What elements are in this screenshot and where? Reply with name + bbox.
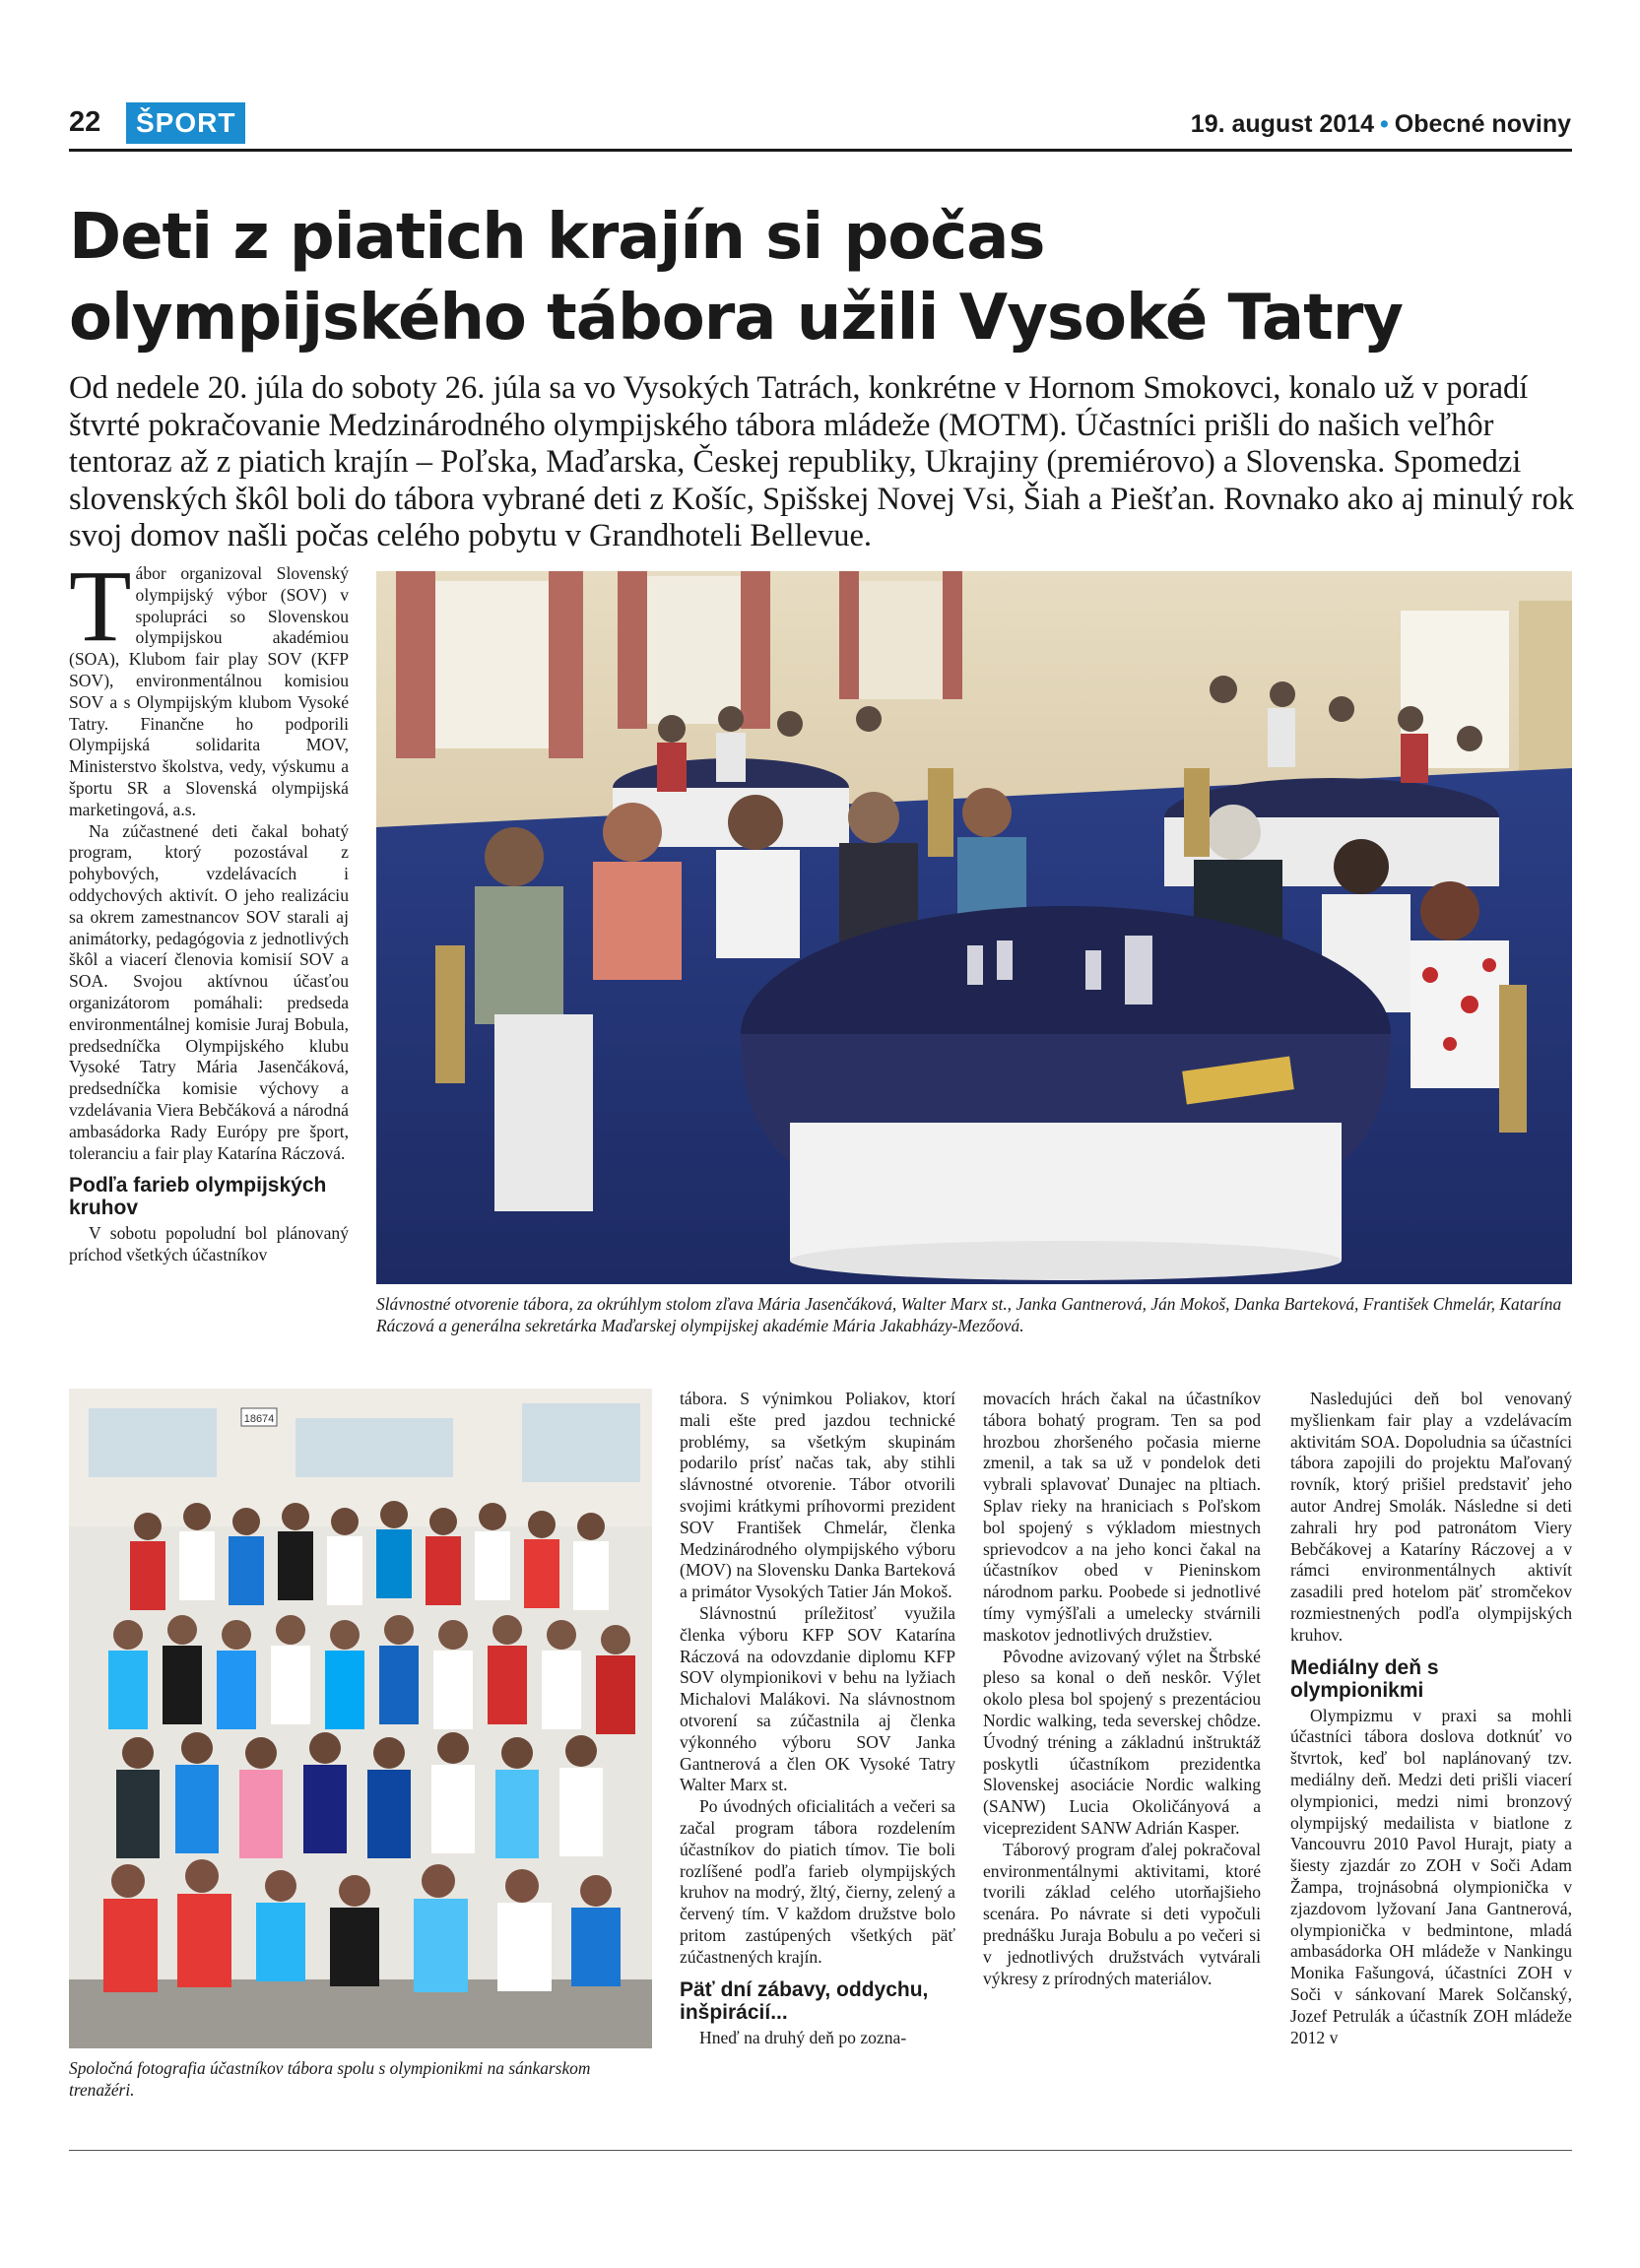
issue-date: 19. august 2014 xyxy=(1190,110,1375,138)
photo-group-image xyxy=(69,1389,652,2048)
col2-paragraph-4: Hneď na druhý deň po zozna- xyxy=(699,2027,907,2047)
photo-opening-ceremony-caption: Slávnostné otvorenie tábora, za okrúhlym stolom zľava Mária Jasenčáková, Walter Marx st., Janka Gantnerová, Ján Mokoš, Danka Barteková, František Chmelár, Katarína Ráczová a generálna sekretárka Maďarskej olympijskej akadémie Mária Jakabházy-Mezőová. xyxy=(376,1294,1562,1335)
col1-subhead: Podľa farieb olympijských kruhov xyxy=(69,1174,327,1220)
issue-info xyxy=(1191,110,1571,139)
col4-paragraph-1: Nasledujúci deň bol venovaný myšlienkam fair play a vzdelávacím aktivitám SOA. Dopoludnia sa účastníci tábora zapojili do projektu Maľovaný rovník, ktorý prišiel predstaviť jeho autor Andrej Smolák. Následne si deti zahrali hry pod patronátom Viery Bebčákovej a Kataríny Ráczovej a v rámci environmentálnych aktivít zasadili pred hotelom päť stromčekov rozmiestnených podľa olympijských kruhov. xyxy=(1290,1389,1572,1645)
col2-subhead: Päť dní zábavy, oddychu, inšpirácií... xyxy=(680,1977,929,2024)
column-4 xyxy=(1290,1389,1572,2048)
col2-paragraph-3: Po úvodných oficialitách a večeri sa začal program tábora rozdelením účastníkov do piatich tímov. Tie boli rozlíšené podľa farieb olympijských kruhov na modrý, žltý, čierny, zelený a červený tím. V každom družstve bolo pritom zastúpených všetkých päť zúčastnených krajín. xyxy=(680,1796,955,1967)
footer-rule xyxy=(69,2150,1572,2151)
article-headline xyxy=(69,197,1586,358)
column-2 xyxy=(680,1389,955,2048)
column-1 xyxy=(69,550,349,1266)
separator-dot: • xyxy=(1380,110,1389,138)
col2-paragraph-1: tábora. S výnimkou Poliakov, ktorí mali ešte pred jazdou technické problémy, sa všetkým skupinám podarilo prísť načas tak, aby stihli slávnostné otvorenie. Tábor otvorili svojimi krátkymi príhovormi prezident SOV František Chmelár, členka Medzinárodného olympijského výboru (MOV) na Slovensku Danka Barteková a primátor Vysokých Tatier Ján Mokoš. xyxy=(680,1389,955,1602)
photo-group-caption: Spoločná fotografia účastníkov tábora spolu s olympionikmi na sánkarskom trenažéri. xyxy=(69,2058,591,2100)
col3-paragraph-3: Táborový program ďalej pokračoval environmentálnymi aktivitami, ktoré tvorili základ celého utorňajšieho scenára. Po návrate si deti vypočuli prednášku Juraja Bobulu a po večeri si v jednotlivých družstvách vytvárali výkresy z prírodných materiálov. xyxy=(983,1839,1261,1988)
photo-group xyxy=(69,1389,652,2048)
col1-paragraph-2: Na zúčastnené deti čakal bohatý program, ktorý pozostával z pohybových, vzdelávacích i oddychových aktivít. O jeho realizáciu sa okrem zamestnancov SOV starali aj animátorky, pedagógovia z jednotlivých škôl a viacerí členovia komisií SOV a SOA. Svojou aktívnou účasťou organizátorom pomáhali: predseda environmentálnej komisie Juraj Bobula, predsedníčka Olympijského klubu Vysoké Tatry Mária Jasenčáková, predsedníčka komisie výchovy a vzdelávania Viera Bebčáková a národná ambasádorka Rady Európy pre šport, toleranciu a fair play Katarína Ráczová. xyxy=(69,820,349,1163)
col4-paragraph-2: Olympizmu v praxi sa mohli účastníci tábora doslova dotknúť vo štvrtok, keď bol naplánovaný tzv. mediálny deň. Medzi deti prišli viacerí olympionici, medzi nimi bronzový olympijský medailista v biatlone z Vancouvru 2010 Pavol Hurajt, piaty a šiesty zjazdár zo ZOH v Soči Adam Žampa, trojnásobná olympionička v zjazdovom lyžovaní Jana Gantnerová, olympionička v bedmintone, mladá ambasádorka OH mládeže v Nankingu Monika Fašungová, účastníci ZOH v Soči v sánkovaní Marek Solčanský, Jozef Petrulák a účastník ZOH mládeže 2012 v xyxy=(1290,1705,1572,2047)
page-number: 22 xyxy=(69,106,101,138)
col3-paragraph-2: Pôvodne avizovaný výlet na Štrbské pleso sa konal o deň neskôr. Výlet okolo plesa bol spojený s prezentáciou Nordic walking, teda severskej chôdze. Úvodný tréning a základnú inštruktáž poskytli účastníkom prezidentka Slovenskej asociácie Nordic walking (SANW) Lucia Okoličányová a viceprezident SANW Adrián Kasper. xyxy=(983,1646,1261,1838)
headline-line-2: olympijského tábora užili Vysoké Tatry xyxy=(69,282,1403,355)
col3-paragraph-1: movacích hrách čakal na účastníkov tábora bohatý program. Ten sa pod hrozbou zhoršeného počasia mierne zmenil, a tak sa už v pondelok deti vybrali splavovať Dunajec na pltiach. Splav rieky na hraniciach s Poľskom bol spojený s výkladom miestnych sprievodcov a na jeho konci čakal na účastníkov obed v Pieninskom národnom parku. Poobede si jednotlivé tímy vymýšľali a umelecky stvárnili maskotov jednotlivých družstiev. xyxy=(983,1389,1261,1645)
col4-subhead: Mediálny deň s olympionikmi xyxy=(1290,1655,1439,1702)
col1-paragraph-3: V sobotu popoludní bol plánovaný príchod všetkých účastníkov xyxy=(69,1223,349,1265)
photo-opening-ceremony xyxy=(376,571,1572,1284)
col2-paragraph-2: Slávnostnú príležitosť využila členka výboru KFP SOV Katarína Ráczová na odovzdanie diplomu KFP SOV olympionikovi v behu na lyžiach Michalovi Malákovi. Na slávnostnom otvorení sa zúčastnila aj členka výkonného výboru SOV Janka Gantnerová a člen OK Vysoké Tatry Walter Marx st. xyxy=(680,1602,955,1795)
headline-line-1: Deti z piatich krajín si počas xyxy=(69,201,1045,274)
dropcap: T xyxy=(69,550,132,663)
publication-name: Obecné noviny xyxy=(1394,110,1571,138)
photo-group-sign: 18674 xyxy=(243,1413,275,1425)
header-rule xyxy=(69,149,1572,152)
article-lead: Od nedele 20. júla do soboty 26. júla sa vo Vysokých Tatrách, konkrétne v Hornom Smokovci, konalo už v poradí štvrté pokračovanie Medzinárodného olympijského tábora mládeže (MOTM). Účastníci prišli do našich veľhôr tentoraz až z piatich krajín – Poľska, Maďarska, Českej republiky, Ukrajiny (premiérovo) a Slovenska. Spomedzi slovenských škôl boli do tábora vybrané deti z Košíc, Spišskej Novej Vsi, Šiah a Piešťan. Rovnako ako aj minulý rok svoj domov našli počas celého pobytu v Grandhoteli Bellevue. xyxy=(69,370,1574,553)
col1-paragraph-1: Tábor organizoval Slovenský olympijský výbor (SOV) v spolupráci so Slovenskou olympijskou akadémiou (SOA), Klubom fair play SOV (KFP SOV), environmentálnou komisiou SOV a s Olympijským klubom Vysoké Tatry. Finančne ho podporili Olympijská solidarita MOV, Ministerstvo školstva, vedy, výskumu a športu SR a Slovenská olympijská marketingová, a.s. xyxy=(69,550,349,819)
photo-opening-ceremony-image xyxy=(376,571,1572,1284)
section-label: ŠPORT xyxy=(126,102,245,144)
column-3 xyxy=(983,1389,1261,1989)
